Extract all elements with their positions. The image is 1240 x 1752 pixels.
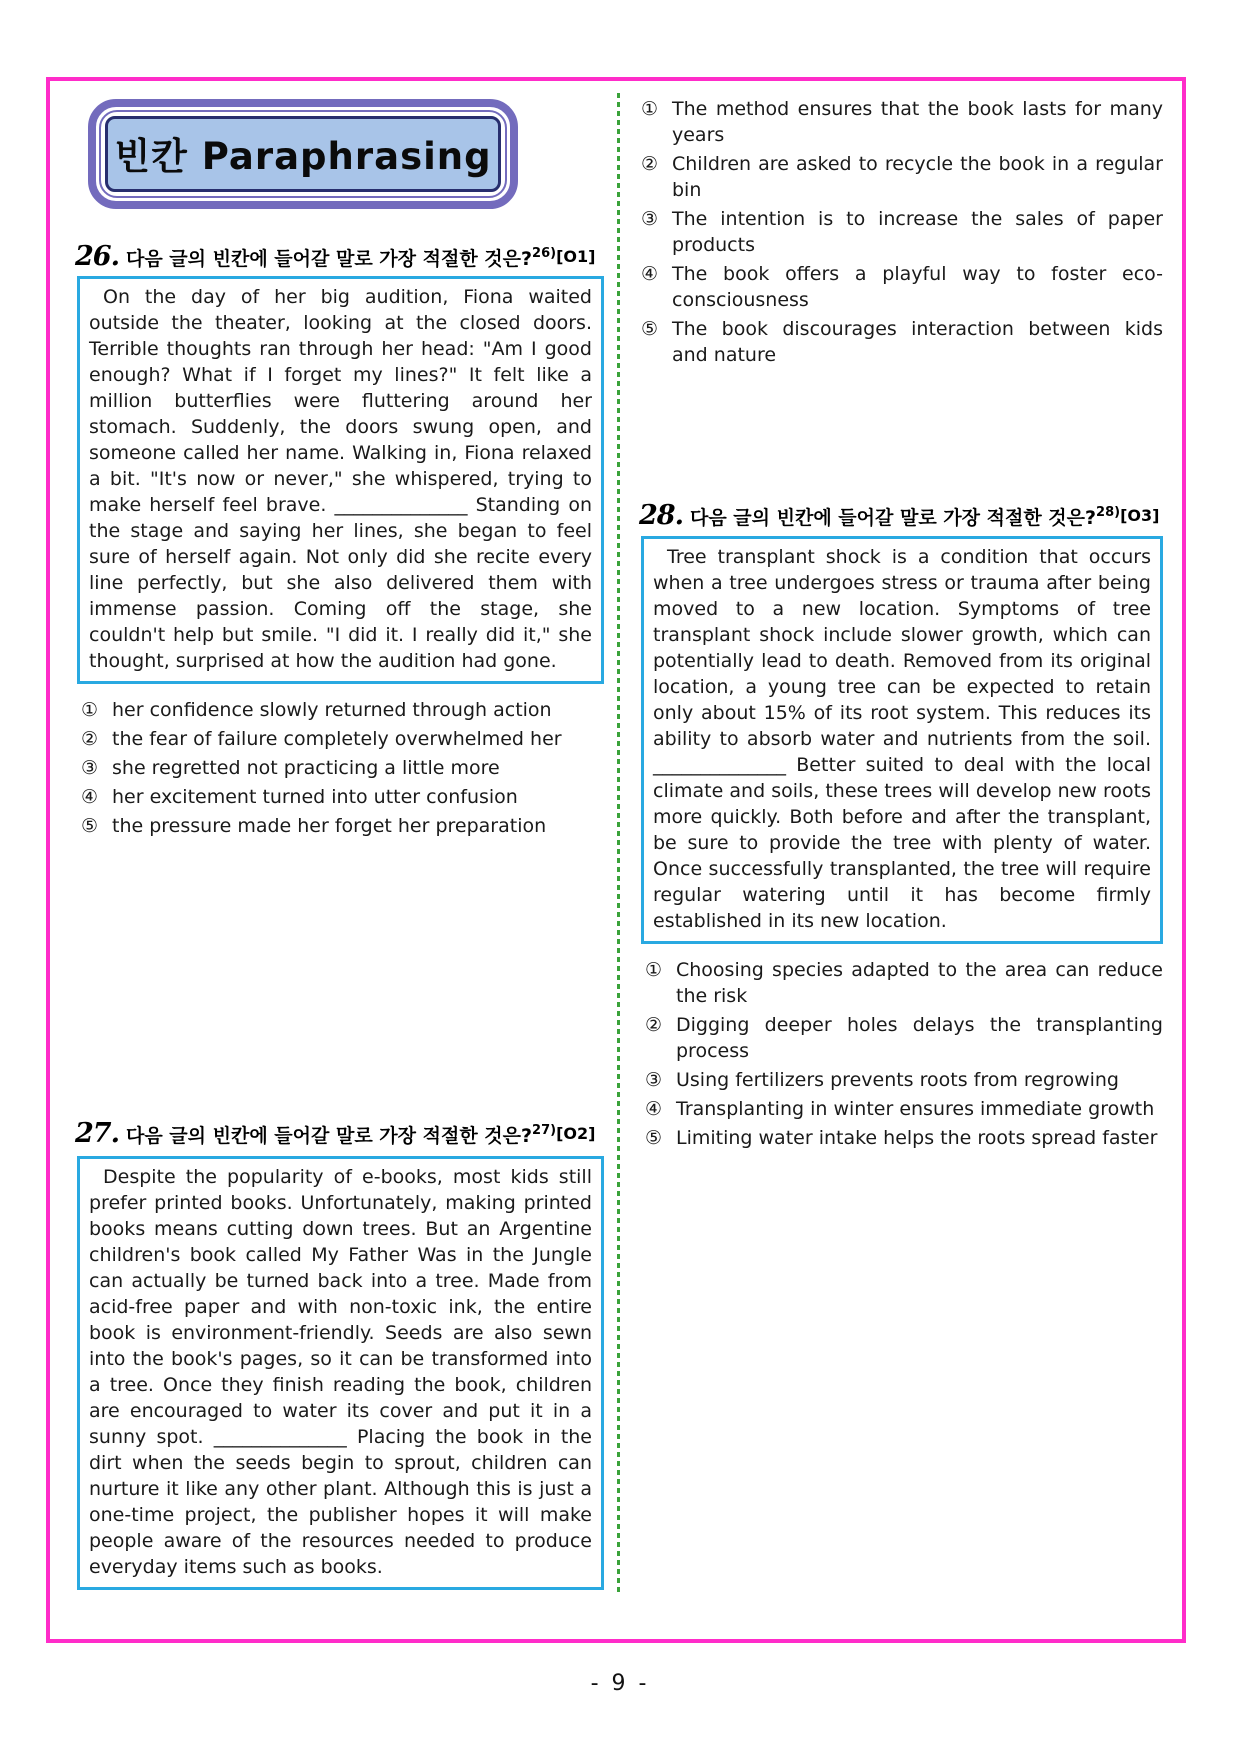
choice-marker: ④	[81, 786, 99, 808]
choice-text: Digging deeper holes delays the transplanting process	[676, 1014, 1163, 1062]
question-26-choices	[81, 697, 603, 842]
question-27-prompt: 다음 글의 빈칸에 들어갈 말로 가장 적절한 것은?	[125, 1125, 533, 1147]
question-28-passage-text: Tree transplant shock is a condition that occurs when a tree undergoes stress or trauma after being moved to a new location. Symptoms of tree transplant shock include slower growth, which can potentially lead to death. Removed from its original location, a young tree can be expected to retain only about 15% of its root system. This reduces its ability to absorb water and nutrients from the soil. ______________ Better suited to deal with the local climate and soils, these trees will develop new roots more quickly. Both before and after the transplant, be sure to provide the tree with plenty of water. Once successfully transplanted, the tree will require regular watering until it has become firmly established in its new location.	[653, 546, 1151, 932]
question-28-heading	[639, 500, 1179, 531]
question-27-passage-text: Despite the popularity of e-books, most kids still prefer printed books. Unfortunately, making printed books means cutting down trees. But an Argentine children's book called My Father Was in the Jungle can actually be turned back into a tree. Made from acid-free paper and with non-toxic ink, the entire book is environment-friendly. Seeds are also sewn into the book's pages, so it can be transformed into a tree. Once they finish reading the book, children are encouraged to water its cover and put it in a sunny spot. ______________ Placing the book in the dirt when the seeds begin to sprout, children can nurture it like any other plant. Although this is just a one-time project, the publisher hopes it will make people aware of the resources needed to produce everyday items such as books.	[89, 1166, 592, 1578]
choice-text: Transplanting in winter ensures immediate growth	[676, 1098, 1155, 1120]
section-title-plate	[88, 99, 518, 209]
question-27-heading	[75, 1118, 615, 1149]
question-26-footnote-ref: 26)	[532, 246, 557, 261]
question-28-footnote-ref: 28)	[1096, 505, 1121, 520]
choice-option	[641, 261, 1163, 313]
choice-marker: ①	[645, 959, 663, 981]
choice-option	[645, 1067, 1163, 1093]
choice-option	[641, 206, 1163, 258]
choice-marker: ③	[81, 757, 99, 779]
question-27-source-code: [O2]	[556, 1124, 596, 1143]
choice-option	[645, 957, 1163, 1009]
question-28-source-code: [O3]	[1120, 506, 1160, 525]
question-26-passage-text: On the day of her big audition, Fiona waited outside the theater, looking at the closed doors. Terrible thoughts ran through her head: "Am I good enough? What if I forget my lines?" It felt like a million butterflies were fluttering around her stomach. Suddenly, the doors swung open, and someone called her name. Walking in, Fiona relaxed a bit. "It's now or never," she whispered, trying to make herself feel brave. ______________ Standing on the stage and saying her lines, she began to feel sure of herself again. Not only did she recite every line perfectly, but she also delivered them with immense passion. Coming off the stage, she couldn't help but smile. "I did it. I really did it," she thought, surprised at how the audition had gone.	[89, 286, 592, 672]
choice-option	[645, 1096, 1163, 1122]
choice-option	[81, 697, 603, 723]
choice-text: Choosing species adapted to the area can reduce the risk	[676, 959, 1163, 1007]
choice-marker: ⑤	[641, 318, 659, 340]
choice-option	[81, 784, 603, 810]
choice-marker: ②	[81, 728, 99, 750]
choice-marker: ⑤	[645, 1127, 663, 1149]
question-26-source-code: [O1]	[556, 247, 596, 266]
choice-marker: ④	[645, 1098, 663, 1120]
question-27-choices	[641, 96, 1163, 371]
section-title-inner-ring	[99, 110, 507, 198]
choice-marker: ①	[81, 699, 99, 721]
question-27-passage-box	[77, 1156, 604, 1590]
choice-text: The intention is to increase the sales of paper products	[672, 208, 1163, 256]
choice-option	[645, 1125, 1163, 1151]
choice-text: the fear of failure completely overwhelmed her	[112, 728, 562, 750]
question-27-number: 27.	[75, 1118, 119, 1149]
choice-option	[81, 755, 603, 781]
question-26-passage-box	[77, 276, 604, 684]
page-number: - 9 -	[590, 1671, 650, 1696]
question-28-choices	[645, 957, 1163, 1154]
choice-option	[641, 316, 1163, 368]
choice-text: Limiting water intake helps the roots spread faster	[676, 1127, 1158, 1149]
choice-marker: ②	[641, 153, 659, 175]
question-26-heading	[75, 241, 615, 272]
choice-marker: ③	[641, 208, 659, 230]
choice-marker: ⑤	[81, 815, 99, 837]
choice-option	[81, 813, 603, 839]
choice-marker: ③	[645, 1069, 663, 1091]
choice-text: Using fertilizers prevents roots from regrowing	[676, 1069, 1119, 1091]
choice-marker: ①	[641, 98, 659, 120]
choice-text: The book offers a playful way to foster eco-consciousness	[672, 263, 1163, 311]
choice-marker: ④	[641, 263, 659, 285]
question-28-number: 28.	[639, 500, 683, 531]
choice-text: The book discourages interaction between kids and nature	[672, 318, 1163, 366]
choice-text: Children are asked to recycle the book in a regular bin	[672, 153, 1163, 201]
choice-text: her confidence slowly returned through action	[112, 699, 552, 721]
question-27-footnote-ref: 27)	[532, 1123, 557, 1138]
choice-text: she regretted not practicing a little more	[112, 757, 500, 779]
question-28-passage-box	[641, 536, 1163, 944]
question-26-prompt: 다음 글의 빈칸에 들어갈 말로 가장 적절한 것은?	[125, 248, 533, 270]
choice-option	[641, 151, 1163, 203]
column-divider	[617, 93, 620, 1595]
choice-text: The method ensures that the book lasts for many years	[672, 98, 1163, 146]
choice-marker: ②	[645, 1014, 663, 1036]
choice-option	[81, 726, 603, 752]
choice-text: her excitement turned into utter confusion	[112, 786, 518, 808]
question-28-prompt: 다음 글의 빈칸에 들어갈 말로 가장 적절한 것은?	[689, 507, 1097, 529]
choice-option	[645, 1012, 1163, 1064]
question-26-number: 26.	[75, 241, 119, 272]
section-title: 빈칸 Paraphrasing	[105, 116, 501, 192]
choice-option	[641, 96, 1163, 148]
choice-text: the pressure made her forget her preparation	[112, 815, 547, 837]
